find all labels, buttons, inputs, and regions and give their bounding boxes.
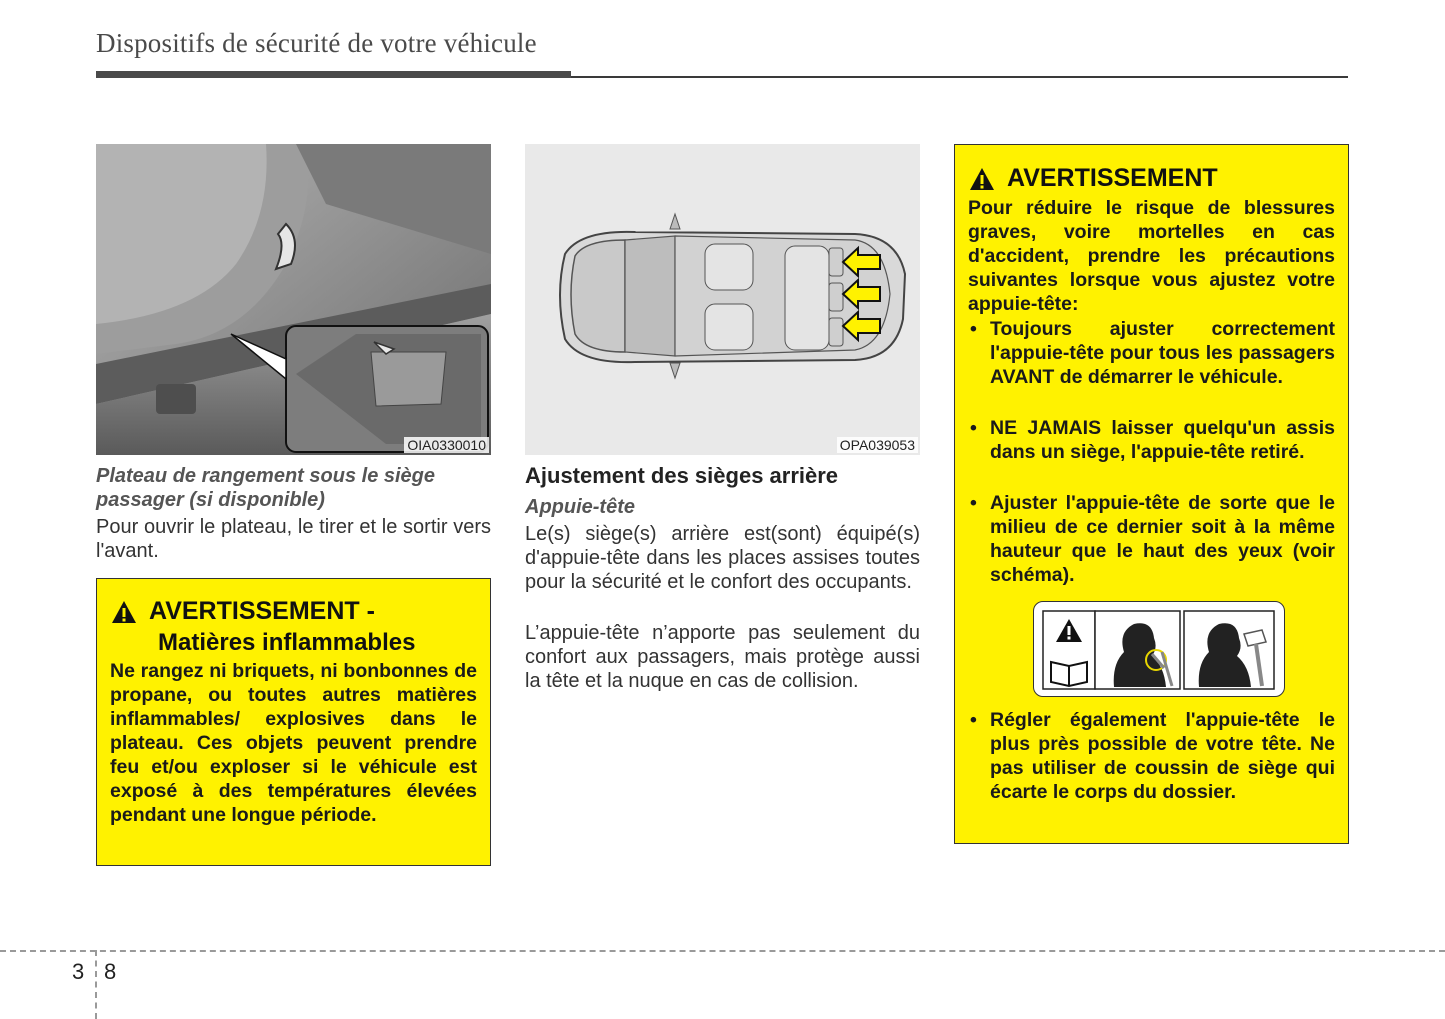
headrest-paragraph-2: L’appuie-tête n’apporte pas seulement du confort aux passagers, mais protège aussi la tête et la nuque en cas de collision.	[525, 622, 920, 692]
storage-tray-description: Pour ouvrir le plateau, le tirer et le sortir vers l'avant.	[96, 516, 491, 562]
header-rule-accent	[96, 71, 571, 78]
warning-bullet: • Toujours ajuster correctement l'appuie-tête pour tous les passagers AVANT de démarrer le véhicule.	[968, 317, 1335, 389]
warning-text: Ne rangez ni briquets, ni bonbonnes de propane, ou toutes autres matières inflammables/ explosives dans le plateau. Ces objets peuvent prendre feu et/ou exploser si le véhicule est exposé à des températures élevées pendant une longue période.	[110, 660, 477, 826]
warning-triangle-icon	[969, 167, 995, 191]
warning-bullet: • NE JAMAIS laisser quelqu'un assis dans un siège, l'appuie-tête retiré.	[968, 416, 1335, 464]
car-seats-illustration	[525, 144, 920, 455]
footer-divider	[0, 950, 1445, 952]
subsection-title: Appuie-tête	[525, 496, 635, 518]
storage-tray-figure	[96, 144, 491, 455]
headrest-diagram	[1033, 601, 1285, 697]
car-top-view-figure	[525, 144, 920, 455]
page-chapter: 3	[72, 959, 85, 984]
page-header-title: Dispositifs de sécurité de votre véhicule	[96, 28, 537, 58]
figure-code: OPA039053	[837, 437, 918, 453]
page-number: 8	[104, 959, 117, 984]
warning-header	[111, 597, 375, 626]
warning-triangle-icon	[111, 600, 137, 624]
headrest-position-illustration	[1034, 602, 1284, 696]
warning-intro: Pour réduire le risque de blessures graves, voire mortelles en cas d'accident, prendre les précautions suivantes lorsque vous ajustez votre appuie-tête:	[968, 197, 1335, 315]
warning-header	[969, 164, 1218, 193]
section-title: Ajustement des sièges arrière	[525, 463, 839, 488]
headrest-paragraph-1: Le(s) siège(s) arrière est(sont) équipé(s) d'appuie-tête dans les places assises toutes pour la sécurité et le confort des occupants.	[525, 523, 920, 593]
headrest-warning-box	[954, 144, 1349, 844]
warning-title: AVERTISSEMENT -	[149, 597, 375, 625]
footer-vertical-divider	[95, 950, 97, 1019]
warning-bullet: • Régler également l'appuie-tête le plus près possible de votre tête. Ne pas utiliser de coussin de siège qui écarte le corps du dossier.	[968, 708, 1335, 804]
storage-tray-caption: Plateau de rangement sous le siège passager (si disponible)	[96, 465, 436, 511]
figure-code: OIA0330010	[404, 437, 489, 453]
warning-bullet: • Ajuster l'appuie-tête de sorte que le milieu de ce dernier soit à la même hauteur que le haut des yeux (voir schéma).	[968, 491, 1335, 587]
flammable-warning-box	[96, 578, 491, 866]
warning-subtitle: Matières inflammables	[158, 629, 416, 656]
storage-tray-illustration	[96, 144, 491, 455]
warning-title: AVERTISSEMENT	[1007, 164, 1218, 192]
